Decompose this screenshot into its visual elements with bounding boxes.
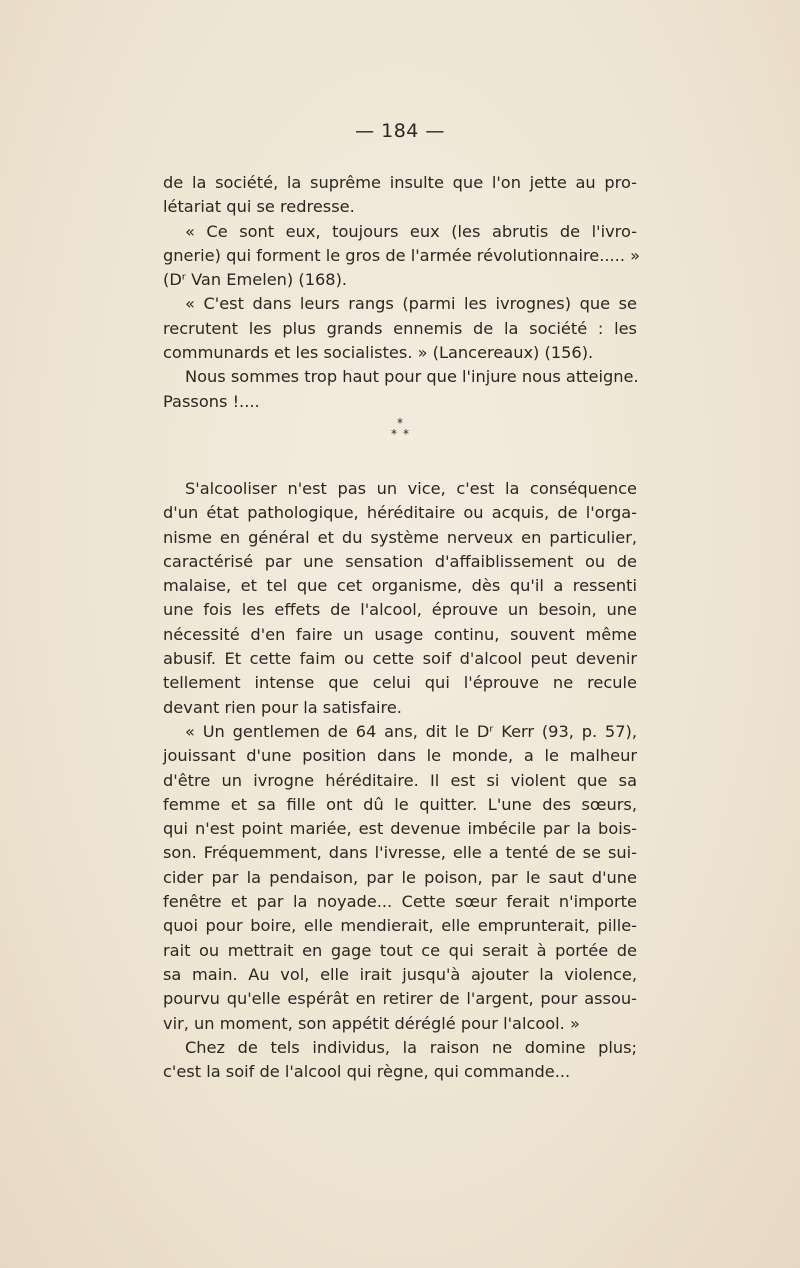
text-line: femme et sa fille ont dû le quitter. L'une des sœurs,: [163, 794, 637, 814]
text-line: pourvu qu'elle espérât en retirer de l'argent, pour assou-: [163, 989, 637, 1009]
text-line: c'est la soif de l'alcool qui règne, qui commande...: [163, 1062, 571, 1082]
text-block-top: [163, 171, 641, 414]
text-line: « Ce sont eux, toujours eux (les abrutis de l'ivro-: [185, 221, 637, 241]
text-line: abusif. Et cette faim ou cette soif d'alcool peut devenir: [163, 649, 637, 669]
text-line: létariat qui se redresse.: [163, 197, 355, 217]
asterism-top: *: [397, 416, 403, 430]
text-line: de la société, la suprême insulte que l'on jette au pro-: [163, 173, 637, 192]
text-line: nisme en général et du système nerveux en particulier,: [163, 527, 637, 547]
text-line: malaise, et tel que cet organisme, dès qu'il a ressenti: [163, 576, 637, 596]
text-line: caractérisé par une sensation d'affaiblissement ou de: [163, 551, 637, 571]
page-number: — 184 —: [355, 120, 445, 142]
text-line: qui n'est point mariée, est devenue imbécile par la bois-: [163, 819, 637, 839]
text-line: Nous sommes trop haut pour que l'injure nous atteigne.: [185, 367, 639, 387]
text-line: d'être un ivrogne héréditaire. Il est si violent que sa: [163, 770, 637, 790]
text-line: tellement intense que celui qui l'éprouve ne recule: [163, 673, 637, 693]
text-line: jouissant d'une position dans le monde, a le malheur: [163, 746, 637, 766]
text-line: cider par la pendaison, par le poison, par le saut d'une: [163, 867, 637, 887]
text-line: « Un gentlemen de 64 ans, dit le Dʳ Kerr (93, p. 57),: [185, 721, 637, 741]
text-line: d'un état pathologique, héréditaire ou acquis, de l'orga-: [163, 503, 637, 523]
text-line: son. Fréquemment, dans l'ivresse, elle a tenté de se sui-: [163, 843, 637, 863]
text-block-bottom: [163, 477, 637, 1084]
text-line: quoi pour boire, elle mendierait, elle emprunterait, pille-: [163, 916, 637, 936]
text-line: vir, un moment, son appétit déréglé pour l'alcool. »: [163, 1013, 580, 1033]
text-line: Chez de tels individus, la raison ne domine plus;: [185, 1037, 637, 1057]
text-line: gnerie) qui forment le gros de l'armée révolutionnaire..... »: [163, 245, 641, 265]
text-line: une fois les effets de l'alcool, éprouve un besoin, une: [163, 600, 637, 620]
text-line: S'alcooliser n'est pas un vice, c'est la conséquence: [185, 479, 637, 498]
text-line: nécessité d'en faire un usage continu, souvent même: [163, 624, 637, 644]
text-line: sa main. Au vol, elle irait jusqu'à ajouter la violence,: [163, 964, 637, 984]
text-line: (Dʳ Van Emelen) (168).: [163, 270, 348, 290]
text-line: « C'est dans leurs rangs (parmi les ivrognes) que se: [185, 294, 637, 314]
text-line: fenêtre et par la noyade... Cette sœur ferait n'importe: [163, 892, 637, 912]
text-line: recrutent les plus grands ennemis de la société : les: [163, 318, 637, 338]
asterism-divider: [0, 418, 800, 440]
text-line: Passons !....: [163, 391, 260, 411]
text-line: rait ou mettrait en gage tout ce qui serait à portée de: [163, 940, 637, 960]
text-line: communards et les socialistes. » (Lancereaux) (156).: [163, 343, 594, 363]
asterism-bottom: **: [391, 427, 415, 441]
text-line: devant rien pour la satisfaire.: [163, 697, 402, 717]
